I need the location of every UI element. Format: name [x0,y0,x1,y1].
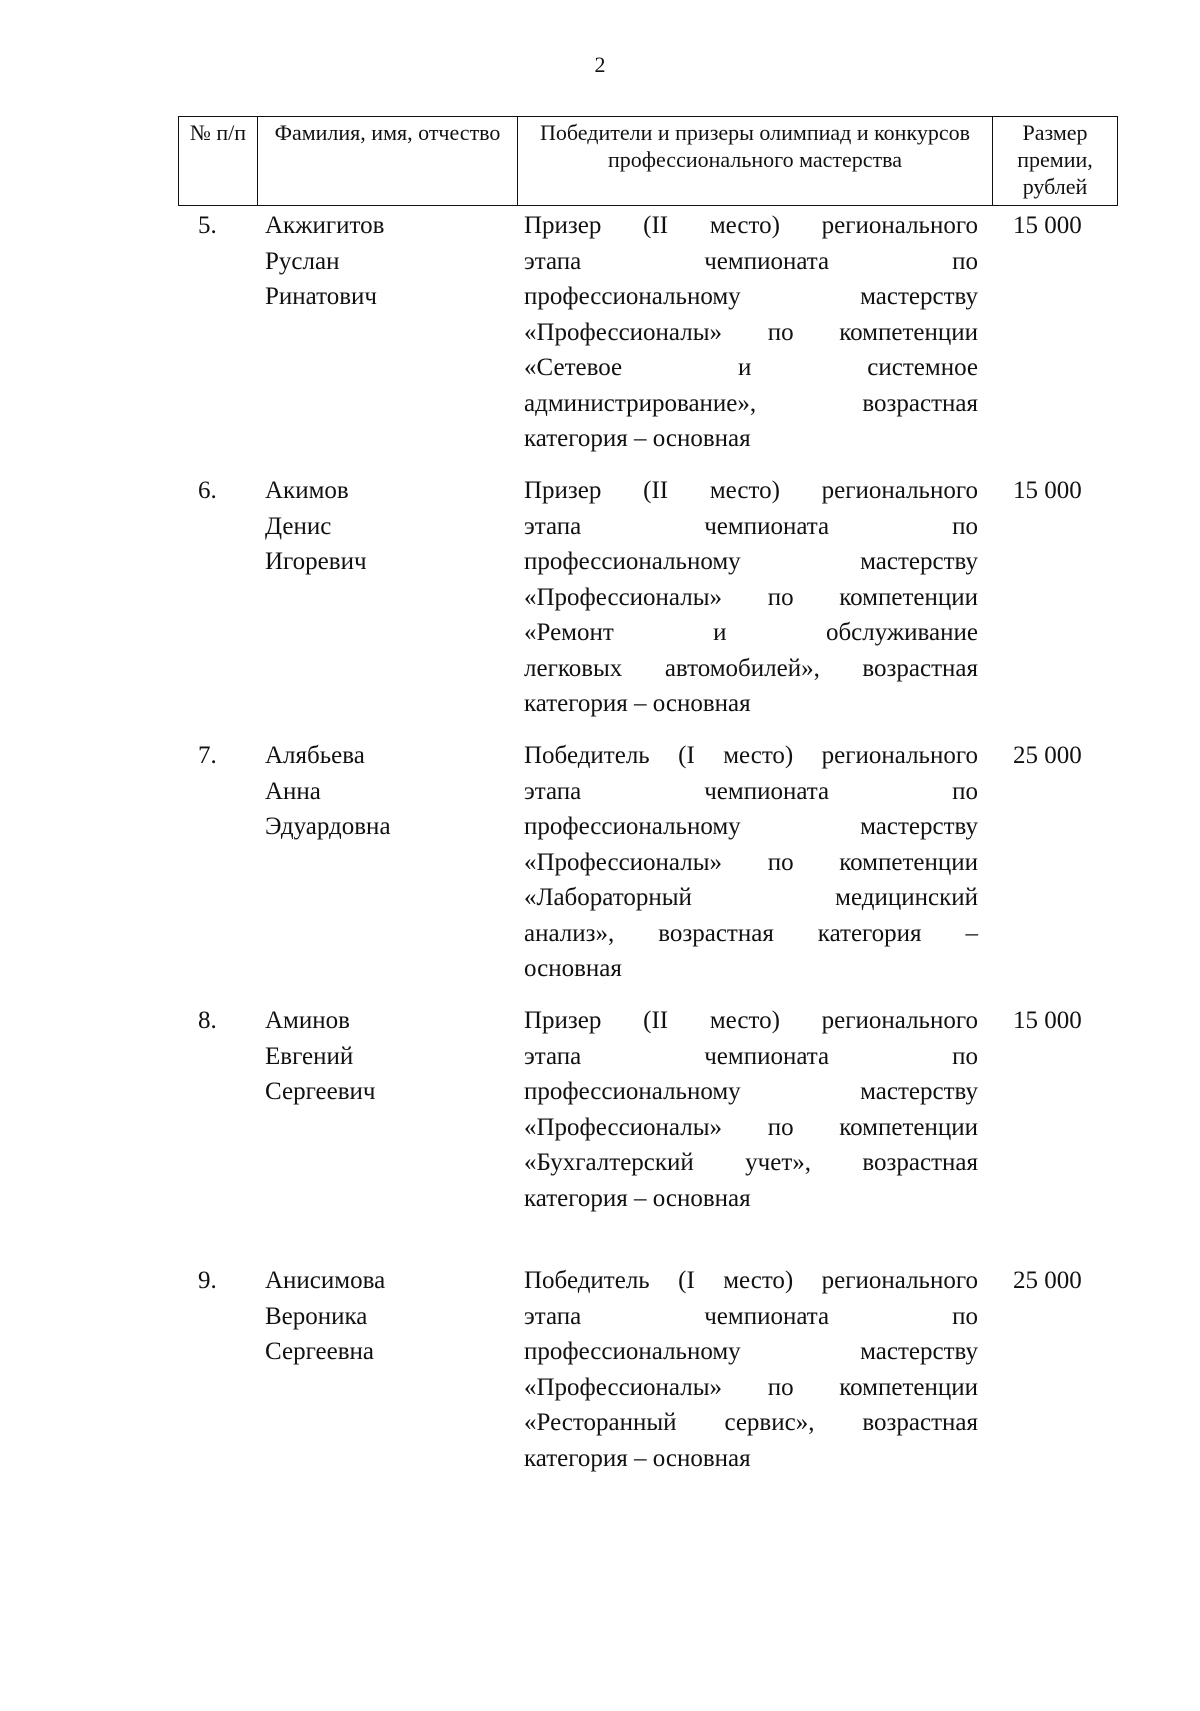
description-word: профессиональному [524,548,741,575]
row-number: 8. [198,1007,217,1034]
row-number: 9. [198,1267,217,1294]
description-word: чемпионата [704,247,830,275]
description-word: чемпионата [704,1302,830,1330]
description-word: «Бухгалтерский [524,1149,694,1176]
description-word: чемпионата [704,512,830,540]
description-word: категория – основная [524,425,751,452]
description-line [524,279,978,315]
description-word: по [767,1373,794,1401]
description-line [524,1299,978,1335]
name-line: Игоревич [265,548,367,575]
description-word: «Ресторанный [524,1409,677,1436]
description-word: «Сетевое [524,354,623,381]
description-word: возрастная [862,1149,978,1176]
description-word: и [713,619,727,646]
description-word: и [738,354,752,381]
description-word: по [767,318,794,346]
description-word: место) [709,477,780,504]
description-line [524,1405,978,1441]
description-word: «Ремонт [524,619,614,646]
description-line [524,1039,978,1075]
description-word: регионального [821,212,978,239]
description-word: место) [723,742,794,769]
description-word: Победитель [524,1267,650,1294]
description-word: место) [723,1267,794,1294]
header-achievement: Победители и призеры олимпиад и конкурсов профессионального мастерства [517,117,992,205]
description-line [524,951,978,987]
description-line [524,1181,978,1217]
bonus-amount: 15 000 [1013,477,1082,504]
description-word: мастерству [860,1078,978,1105]
name-line: Евгений [265,1042,354,1070]
description-word: категория [817,919,922,947]
description-word: по [952,512,978,540]
description-line [524,544,978,580]
description-word: «Профессионалы» [524,1113,723,1141]
description-line [524,315,978,351]
description-word: по [952,777,978,805]
description-word: компетенции [839,1373,978,1401]
description-word: (I [678,742,695,769]
description-word: категория – основная [524,690,751,717]
description-word: (II [643,477,669,504]
description-word: мастерству [860,283,978,310]
description-word: «Профессионалы» [524,1373,723,1401]
description-word: учет», [745,1149,812,1176]
name-line: Ринатович [265,283,377,310]
bonus-amount: 15 000 [1013,212,1082,239]
description-word: категория – основная [524,1444,751,1472]
description-word: регионального [821,742,978,769]
description-word: компетенции [839,1113,978,1141]
description-word: профессиональному [524,1338,741,1365]
description-word: обслуживание [825,619,978,646]
description-word: профессиональному [524,1078,741,1105]
recipient-name [265,1003,465,1110]
description-word: (II [643,1007,669,1034]
description-word: по [952,1302,978,1330]
description-word: компетенции [839,848,978,876]
description-word: «Профессионалы» [524,318,723,346]
description-line [524,1145,978,1181]
description-word: Победитель [524,742,650,769]
description-word: по [952,247,978,275]
description-line [524,774,978,810]
description-word: анализ», [524,919,615,947]
description-word: – [965,919,978,947]
description-word: возрастная [862,389,978,417]
recipient-name [265,738,465,845]
description-line [524,580,978,616]
name-line: Эдуардовна [265,813,391,840]
row-number: 7. [198,742,217,769]
bonus-amount: 25 000 [1013,1267,1082,1294]
description-line [524,738,978,774]
description-word: системное [867,354,978,381]
description-line [524,509,978,545]
description-word: по [767,583,794,611]
description-word: категория – основная [524,1184,751,1212]
recipient-name [265,208,465,315]
description-word: автомобилей», [664,654,820,682]
name-line: Анисимова [265,1267,386,1294]
name-line: Акжигитов [265,212,385,239]
row-number: 6. [198,477,217,504]
table-header [178,116,1118,206]
description-word: компетенции [839,583,978,611]
description-word: по [952,1042,978,1070]
description-word: регионального [821,1007,978,1034]
description-word: этапа [524,1042,582,1070]
header-bonus-amount: Размер премии, рублей [992,117,1117,205]
description-line [524,880,978,916]
description-word: место) [709,212,780,239]
description-word: регионального [821,1267,978,1294]
description-line [524,350,978,386]
bonus-amount: 25 000 [1013,742,1082,769]
name-line: Аминов [265,1007,350,1034]
description-word: мастерству [860,1338,978,1365]
achievement-description [524,1003,978,1216]
description-line [524,916,978,952]
description-word: «Профессионалы» [524,848,723,876]
description-word: возрастная [658,919,774,947]
description-word: Призер [524,212,602,239]
description-word: администрирование», [524,389,757,417]
description-word: чемпионата [704,777,830,805]
description-line [524,615,978,651]
description-word: (I [678,1267,695,1294]
description-line [524,1441,978,1477]
description-line [524,244,978,280]
name-line: Анна [265,777,321,805]
description-word: возрастная [862,654,978,682]
description-line [524,208,978,244]
description-word: мастерству [860,813,978,840]
description-line [524,473,978,509]
name-line: Руслан [265,247,340,275]
name-line: Сергеевна [265,1338,374,1365]
description-word: место) [709,1007,780,1034]
achievement-description [524,473,978,722]
description-word: по [767,848,794,876]
description-word: мастерству [860,548,978,575]
description-word: Призер [524,1007,602,1034]
description-word: «Профессионалы» [524,583,723,611]
achievement-description [524,1263,978,1476]
description-word: профессиональному [524,813,741,840]
description-line [524,1074,978,1110]
page-number: 2 [594,52,606,77]
description-line [524,1370,978,1406]
description-word: компетенции [839,318,978,346]
description-line [524,1334,978,1370]
header-number: № п/п [189,120,247,145]
achievement-description [524,208,978,457]
description-word: «Лабораторный [524,884,692,911]
name-line: Вероника [265,1302,368,1330]
description-line [524,1110,978,1146]
name-line: Денис [265,512,332,540]
recipient-name [265,1263,465,1370]
description-word: основная [524,955,622,982]
achievement-description [524,738,978,987]
description-line [524,421,978,457]
description-line [524,845,978,881]
bonus-amount: 15 000 [1013,1007,1082,1034]
recipient-name [265,473,465,580]
description-word: этапа [524,247,582,275]
description-word: (II [643,212,669,239]
description-line [524,386,978,422]
description-word: медицинский [835,884,978,911]
name-line: Алябьева [265,742,365,769]
description-word: этапа [524,1302,582,1330]
description-word: чемпионата [704,1042,830,1070]
description-word: сервис», [724,1409,815,1436]
description-word: этапа [524,777,582,805]
name-line: Акимов [265,477,349,504]
description-line [524,809,978,845]
description-word: регионального [821,477,978,504]
description-word: профессиональному [524,283,741,310]
description-word: Призер [524,477,602,504]
name-line: Сергеевич [265,1078,376,1105]
description-word: этапа [524,512,582,540]
row-number: 5. [198,212,217,239]
description-line [524,1003,978,1039]
description-line [524,1263,978,1299]
description-line [524,651,978,687]
description-word: по [767,1113,794,1141]
header-full-name: Фамилия, имя, отчество [257,117,517,205]
description-line [524,686,978,722]
description-word: возрастная [862,1409,978,1436]
description-word: легковых [524,654,623,682]
